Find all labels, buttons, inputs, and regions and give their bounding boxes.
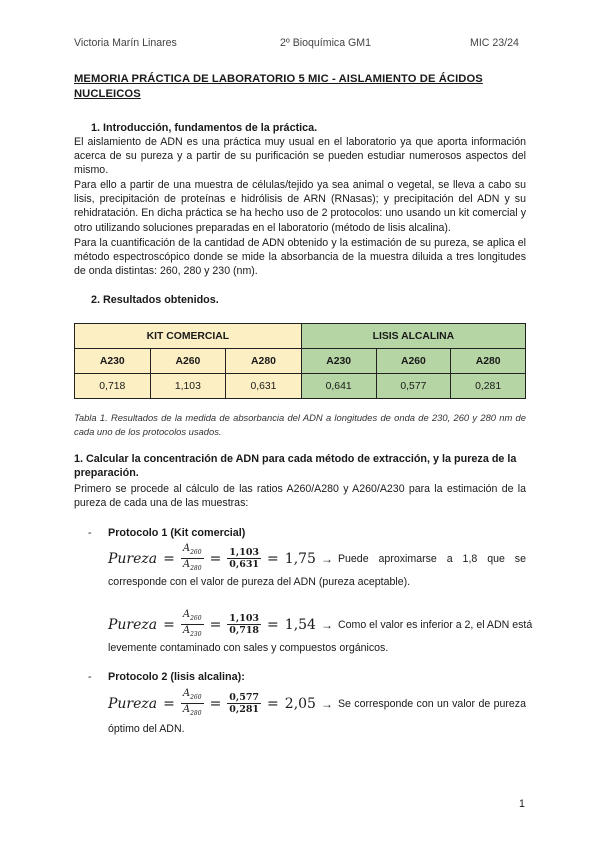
bullet-marker: -	[88, 527, 92, 539]
col-header: A230	[301, 349, 376, 374]
table-cell: 1,103	[150, 374, 226, 399]
formula-p1-a260-a280: Pureza = $\frac{A_{260}}{A_{280}}$ = $\frac{1,103}{0,631}$ = 1,75 → Puede aproximarse a 1,8 que se	[108, 543, 526, 572]
formula-p2-a260-a280: Pureza = $\frac{A_{260}}{A_{280}}$ = $\frac{0,577}{0,281}$ = 2,05 → Se corresponde con un valor de pureza	[108, 688, 526, 717]
col-header: A230	[75, 349, 151, 374]
page-number: 1	[519, 798, 525, 810]
formula-result: 1,54	[284, 616, 316, 633]
formula-result: 1,75	[284, 550, 316, 567]
formula-comment-cont: levemente contaminado con sales y compuestos orgánicos.	[108, 642, 389, 654]
header-course: 2º Bioquímica GM1	[280, 37, 372, 49]
fraction-symbolic: $\frac{A_{260}}{A_{280}}$	[182, 543, 202, 572]
intro-paragraph-1: El aislamiento de ADN es una práctica muy usual en el laboratorio ya que aporta información acerca de su pureza y a partir de su purificación se pueden estudiar numerosos aspectos del mismo.	[74, 136, 526, 177]
formula-result: 2,05	[284, 695, 316, 712]
table-cell: 0,631	[226, 374, 302, 399]
absorbance-table	[74, 323, 526, 399]
formula-comment-cont: corresponde con el valor de pureza del ADN (pureza aceptable).	[108, 576, 411, 588]
group-header-kit: KIT COMERCIAL	[75, 324, 302, 349]
formula-label: Pureza	[108, 550, 158, 567]
intro-paragraph-2: Para ello a partir de una muestra de células/tejido ya sea animal o vegetal, se lleva a cabo su lisis, precipitación de proteínas e hidrólisis de ARN (RNasas); y precipitación del ADN y su rehidratación. En dicha práctica se ha hecho uso de 2 protocolos: uno usando un kit comercial y otro utilizando soluciones preparadas en el laboratorio (método de lisis alcalina).	[74, 179, 526, 234]
fraction-symbolic: $\frac{A_{260}}{A_{280}}$	[182, 688, 202, 717]
formula-comment-cont: óptimo del ADN.	[108, 723, 185, 735]
arrow-icon: →	[320, 696, 333, 711]
calc-heading: 1. Calcular la concentración de ADN para cada método de extracción, y la pureza de la preparación.	[74, 453, 517, 479]
arrow-icon: →	[320, 551, 333, 566]
table-cell: 0,577	[376, 374, 451, 399]
table-caption: Tabla 1. Resultados de la medida de absorbancia del ADN a longitudes de onda de 230, 260 y 280 nm de cada uno de los protocolos usados.	[74, 412, 526, 437]
formula-comment: Puede aproximarse a 1,8 que se	[337, 552, 526, 565]
section-intro-heading: 1. Introducción, fundamentos de la práctica.	[91, 122, 318, 134]
protocol1-title: Protocolo 1 (Kit comercial)	[108, 527, 246, 539]
table-cell: 0,281	[451, 374, 526, 399]
table-cell: 0,641	[301, 374, 376, 399]
col-header: A280	[451, 349, 526, 374]
formula-comment: Como el valor es inferior a 2, el ADN está	[337, 618, 533, 631]
fraction-numeric: $\frac{1,103}{0,718}$	[229, 613, 260, 636]
calc-intro: Primero se procede al cálculo de las ratios A260/A280 y A260/A230 para la estimación de la pureza de cada una de las muestras:	[74, 483, 526, 510]
fraction-numeric: $\frac{0,577}{0,281}$	[229, 692, 260, 715]
bullet-marker: -	[88, 671, 92, 683]
arrow-icon: →	[320, 617, 333, 632]
header-author: Victoria Marín Linares	[74, 37, 177, 49]
group-header-lisis: LISIS ALCALINA	[301, 324, 525, 349]
document-title: MEMORIA PRÁCTICA DE LABORATORIO 5 MIC - AISLAMIENTO DE ÁCIDOS NUCLEICOS	[74, 73, 483, 100]
fraction-symbolic: $\frac{A_{260}}{A_{230}}$	[182, 609, 202, 638]
fraction-numeric: $\frac{1,103}{0,631}$	[229, 547, 260, 570]
table-cell: 0,718	[75, 374, 151, 399]
formula-comment: Se corresponde con un valor de pureza	[337, 697, 526, 710]
col-header: A260	[376, 349, 451, 374]
protocol2-title: Protocolo 2 (lisis alcalina):	[108, 671, 245, 683]
intro-paragraph-3: Para la cuantificación de la cantidad de ADN obtenido y la estimación de su pureza, se aplica el método espectroscópico donde se mide la absorbancia de la muestra diluida a tres longitudes de onda distintas: 260, 280 y 230 (nm).	[74, 237, 526, 278]
header-code: MIC 23/24	[470, 37, 519, 49]
section-results-heading: 2. Resultados obtenidos.	[91, 294, 219, 306]
col-header: A260	[150, 349, 226, 374]
formula-label: Pureza	[108, 616, 158, 633]
formula-label: Pureza	[108, 695, 158, 712]
formula-p1-a260-a230: Pureza = $\frac{A_{260}}{A_{230}}$ = $\frac{1,103}{0,718}$ = 1,54 → Como el valor es inferior a 2, el ADN está	[108, 609, 533, 638]
col-header: A280	[226, 349, 302, 374]
